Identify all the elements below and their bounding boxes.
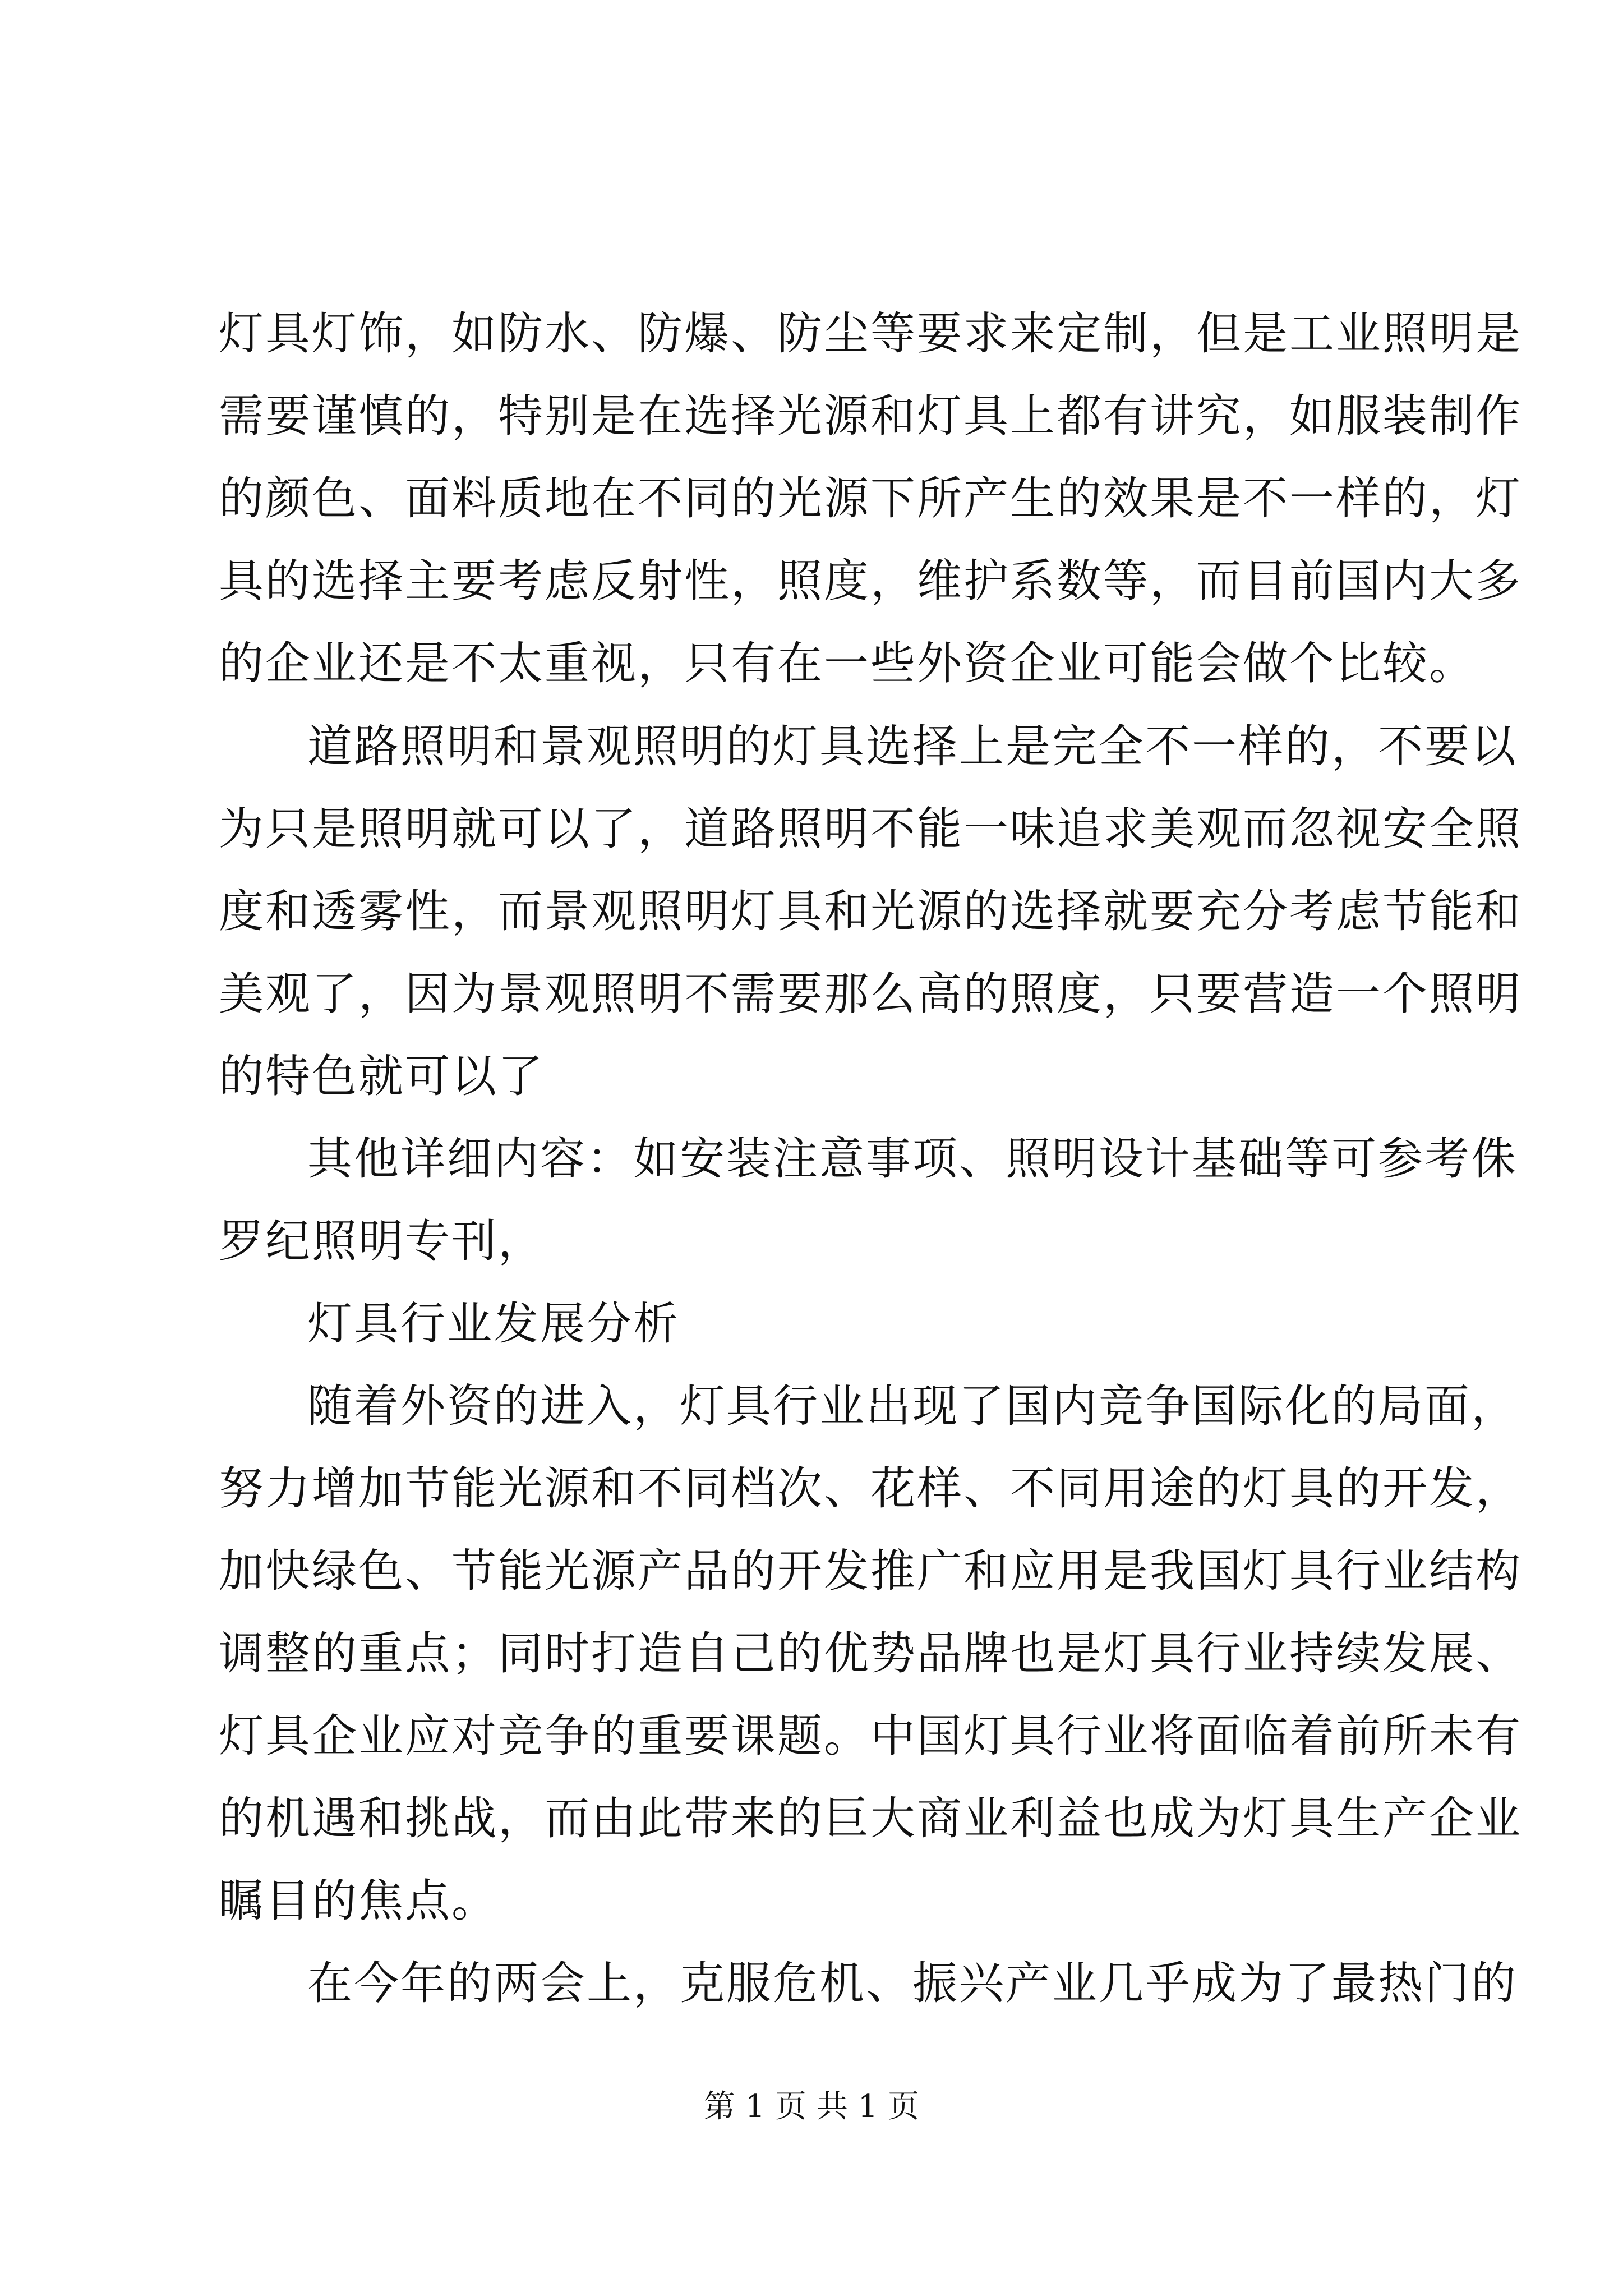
text-line-21: 在今年的两会上，克服危机、振兴产业几乎成为了最热门的 <box>307 1957 1518 2009</box>
text-line-6: 道路照明和景观照明的灯具选择上是完全不一样的，不要以 <box>307 720 1518 772</box>
text-line-15: 努力增加节能光源和不同档次、花样、不同用途的灯具的开发， <box>219 1462 1522 1515</box>
text-line-11: 其他详细内容：如安装注意事项、照明设计基础等可参考侏 <box>307 1133 1518 1185</box>
text-line-17: 调整的重点；同时打造自己的优势品牌也是灯具行业持续发展、 <box>219 1627 1522 1680</box>
text-line-4: 具的选择主要考虑反射性，照度，维护系数等，而目前国内大多 <box>219 555 1522 607</box>
text-line-14: 随着外资的进入，灯具行业出现了国内竞争国际化的局面， <box>307 1380 1518 1432</box>
text-line-5: 的企业还是不太重视，只有在一些外资企业可能会做个比较。 <box>219 637 1476 689</box>
text-line-9: 美观了，因为景观照明不需要那么高的照度，只要营造一个照明 <box>219 968 1522 1020</box>
text-line-19: 的机遇和挑战，而由此带来的巨大商业利益也成为灯具生产企业 <box>219 1792 1522 1844</box>
text-line-8: 度和透雾性，而景观照明灯具和光源的选择就要充分考虑节能和 <box>219 885 1522 937</box>
text-line-1: 灯具灯饰，如防水、防爆、防尘等要求来定制，但是工业照明是 <box>219 307 1522 360</box>
text-line-7: 为只是照明就可以了，道路照明不能一味追求美观而忽视安全照 <box>219 803 1522 855</box>
text-line-10: 的特色就可以了 <box>219 1050 545 1102</box>
text-line-2: 需要谨慎的，特别是在选择光源和灯具上都有讲究，如服装制作 <box>219 390 1522 442</box>
text-line-3: 的颜色、面料质地在不同的光源下所产生的效果是不一样的，灯 <box>219 472 1522 524</box>
text-line-16: 加快绿色、节能光源产品的开发推广和应用是我国灯具行业结构 <box>219 1545 1522 1597</box>
text-line-12: 罗纪照明专刊， <box>219 1215 545 1267</box>
page-number-footer: 第 1 页 共 1 页 <box>703 2088 920 2125</box>
text-line-18: 灯具企业应对竞争的重要课题。中国灯具行业将面临着前所未有 <box>219 1710 1522 1762</box>
section-heading: 灯具行业发展分析 <box>307 1297 680 1350</box>
text-line-20: 瞩目的焦点。 <box>219 1875 498 1927</box>
